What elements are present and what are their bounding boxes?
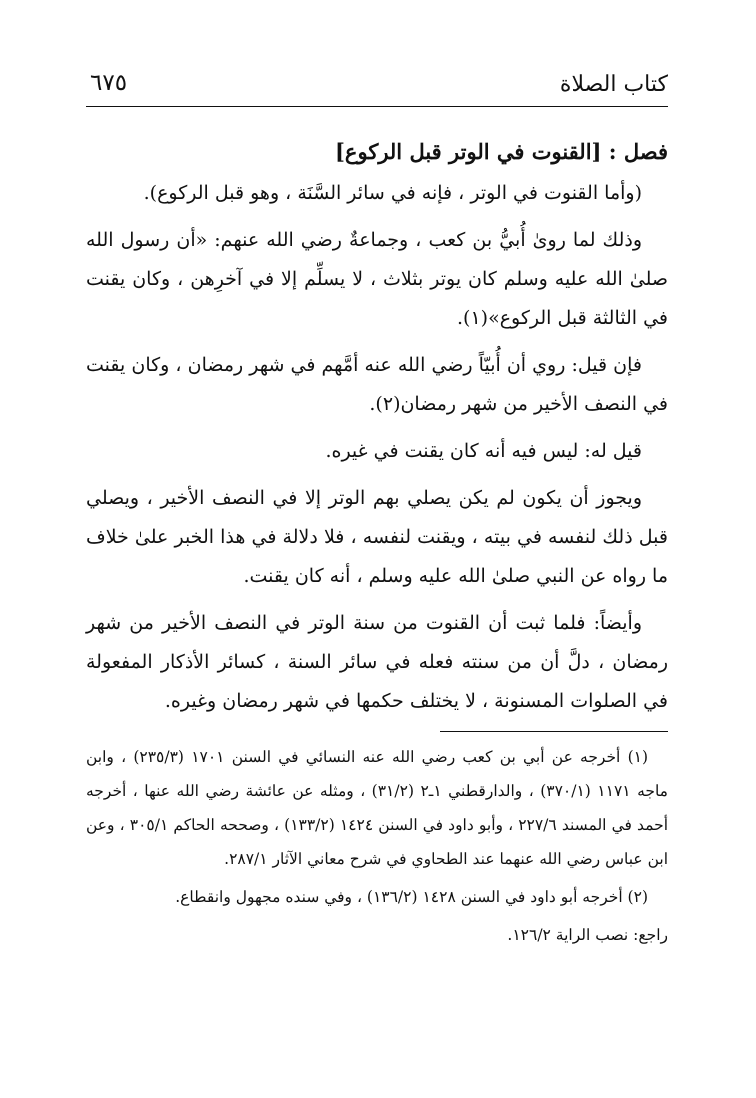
page-header: [86, 70, 668, 106]
page-number: ٦٧٥: [90, 70, 128, 96]
footnotes: [86, 740, 668, 952]
footnote: (٢) أخرجه أبو داود في السنن ١٤٢٨ (١٣٦/٢) ، وفي سنده مجهول وانقطاع.: [175, 888, 648, 906]
paragraph: ويجوز أن يكون لم يكن يصلي بهم الوتر إلا في النصف الأخير ، ويصلي قبل ذلك لنفسه في بيته ، ويقنت لنفسه ، فلا دلالة في هذا الخبر علىٰ خلاف ما رواه عن النبي صلىٰ الله عليه وسلم ، أنه كان يقنت.: [86, 487, 668, 587]
footnote-separator: [440, 731, 668, 732]
paragraph: (وأما القنوت في الوتر ، فإنه في سائر السَّنَة ، وهو قبل الركوع).: [143, 182, 642, 204]
paragraph: قيل له: ليس فيه أنه كان يقنت في غيره.: [325, 440, 642, 462]
header-rule: [86, 106, 668, 107]
section-title: فصل : [القنوت في الوتر قبل الركوع]: [335, 139, 668, 164]
paragraph: وأيضاً: فلما ثبت أن القنوت من سنة الوتر في النصف الأخير من شهر رمضان ، دلَّ أن من سنته فعله في سائر السنة ، كسائر الأذكار المفعولة في الصلوات المسنونة ، لا يختلف حكمها في شهر رمضان وغيره.: [86, 612, 668, 712]
body-text: [86, 130, 668, 729]
paragraph: فإن قيل: روي أن أُبيّاً رضي الله عنه أمَّهم في شهر رمضان ، وكان يقنت في النصف الأخير من شهر رمضان(٢).: [86, 354, 668, 415]
footnote-reference-note: راجع: نصب الراية ١٢٦/٢.: [507, 926, 668, 944]
book-page: [86, 0, 668, 1098]
footnote: (١) أخرجه عن أبي بن كعب رضي الله عنه النسائي في السنن ١٧٠١ (٢٣٥/٣) ، وابن ماجه ١١٧١ (٣٧٠/١) ، والدارقطني ١ـ٢ (٣١/٢) ، ومثله عن عائشة رضي الله عنها ، أخرجه أحمد في المسند ٢٢٧/٦ ، وأبو داود في السنن ١٤٢٤ (١٣٣/٢) ، وصححه الحاكم ٣٠٥/١ ، وعن ابن عباس رضي الله عنهما عند الطحاوي في شرح معاني الآثار ٢٨٧/١.: [86, 748, 668, 868]
paragraph: وذلك لما روىٰ أُبيُّ بن كعب ، وجماعةٌ رضي الله عنهم: «أن رسول الله صلىٰ الله عليه وسلم كان يوتر بثلاث ، لا يسلِّم إلا في آخرِهن ، وكان يقنت في الثالثة قبل الركوع»(١).: [86, 229, 668, 329]
running-title: كتاب الصلاة: [559, 72, 668, 97]
